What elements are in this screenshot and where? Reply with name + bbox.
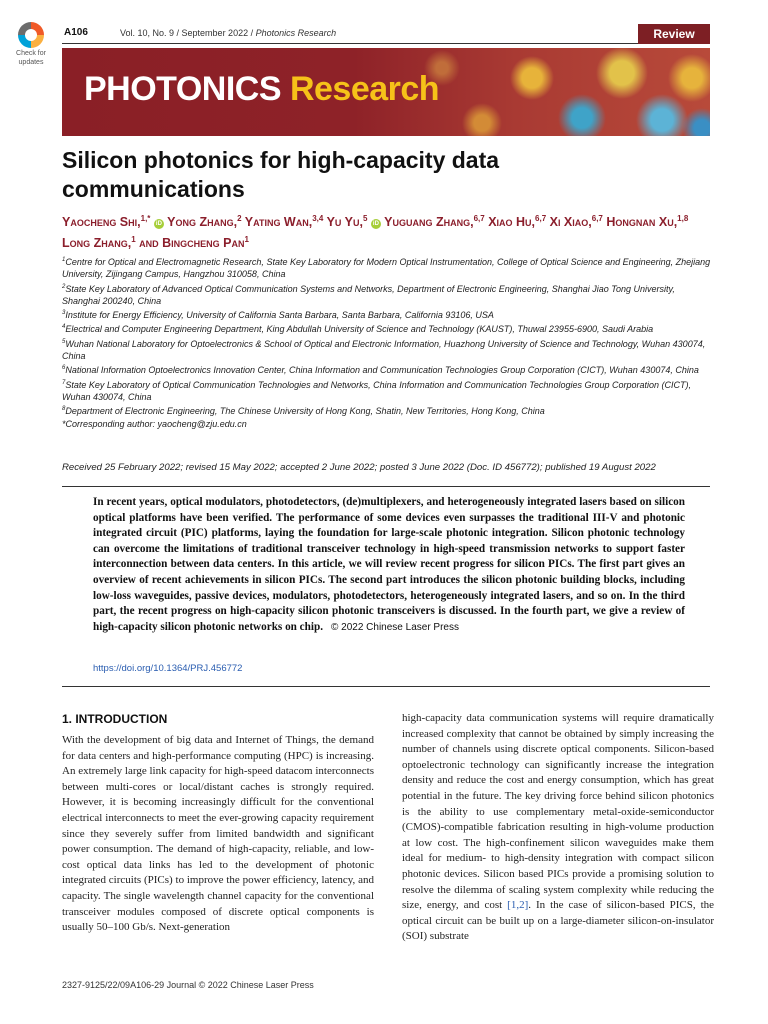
affiliation-text: Electrical and Computer Engineering Department, King Abdullah University of Science and Technology (KAUST), Thuwal 23955-6900, Saudi Arabia <box>65 324 654 335</box>
orcid-icon[interactable]: iD <box>372 221 379 228</box>
author-list <box>62 210 712 252</box>
affiliation <box>62 418 714 430</box>
affiliation-list <box>62 254 714 430</box>
affiliation-marker: 7 <box>62 379 66 386</box>
affiliation-marker: 1 <box>62 257 66 263</box>
doi-link[interactable]: https://doi.org/10.1364/PRJ.456772 <box>93 663 243 674</box>
badge-label-2: updates <box>18 59 44 66</box>
author-name[interactable]: Yuguang Zhang, <box>384 215 474 230</box>
body-column-right <box>402 711 714 945</box>
author-name[interactable]: Xiao Hu, <box>488 215 536 230</box>
affiliation-marker: 3 <box>62 310 66 317</box>
banner-title <box>84 70 439 109</box>
crossmark-icon <box>18 22 44 48</box>
affiliation <box>62 362 714 376</box>
affiliation <box>62 377 714 404</box>
received-dates: Received 25 February 2022; revised 15 May 2022; accepted 2 June 2022; posted 3 June 2022 (Doc. ID 456772); published 19 August 2022 <box>62 462 656 473</box>
affiliation <box>62 281 714 308</box>
affiliation-marker: 4 <box>62 324 66 331</box>
author-affiliation-marker: 3,4 <box>312 214 324 223</box>
author-affiliation-marker: 5 <box>362 214 368 223</box>
author-name[interactable]: Hongnan Xu, <box>606 215 678 230</box>
banner-title-accent: Research <box>289 70 440 108</box>
orcid-icon[interactable]: iD <box>155 221 162 228</box>
author-name[interactable]: and Bingcheng Pan <box>139 236 245 251</box>
author-affiliation-marker: 6,7 <box>535 214 547 223</box>
page-footer: 2327-9125/22/09A106-29 Journal © 2022 Chinese Laser Press <box>62 980 314 990</box>
journal-name: Photonics Research <box>255 28 337 38</box>
affiliation-text: National Information Optoelectronics Innovation Center, China Information and Communication Technologies Group Corporation (CICT), Wuhan 430074, China <box>65 365 699 376</box>
author-affiliation-marker: 1,8 <box>677 214 689 223</box>
affiliation-text: Institute for Energy Efficiency, University of California Santa Barbara, Santa Barbara, California 93106, USA <box>65 310 494 321</box>
check-for-updates-badge[interactable] <box>12 22 50 68</box>
banner-title-main: PHOTONICS <box>84 70 290 108</box>
author-name[interactable]: Xi Xiao, <box>549 215 592 230</box>
section-tag: Review <box>638 24 710 44</box>
copyright: © 2022 Chinese Laser Press <box>331 621 459 633</box>
affiliation-marker: 6 <box>62 365 66 372</box>
affiliation-marker: 8 <box>62 406 66 413</box>
affiliation-marker: 5 <box>62 338 66 345</box>
badge-label-1: Check for <box>16 50 46 57</box>
author-affiliation-marker: 1 <box>131 235 136 245</box>
affiliation-text: Department of Electronic Engineering, The Chinese University of Hong Kong, Shatin, New Territories, Hong Kong, China <box>65 406 545 417</box>
affiliation-text: Wuhan National Laboratory for Optoelectronics & School of Optical and Electronic Information, Huazhong University of Science and Technology, Wuhan 430074, China <box>62 338 706 362</box>
author-affiliation-marker: 1,* <box>140 214 151 223</box>
author-name[interactable]: Yu Yu, <box>326 215 363 230</box>
author-affiliation-marker: 1 <box>244 235 249 245</box>
affiliation-text: *Corresponding author: yaocheng@zju.edu.cn <box>62 418 247 429</box>
body-text-right-1: high-capacity data communication systems will require dramatically increased complexity that cannot be obtained by simply increasing the number of channels using discrete optical components. Silicon-based optoelectronic technology can significantly increase the integration density and reduce the cost and energy consumption, which has great potential in the future. The key driving force behind silicon photonics is the ability to use complementary metal-oxide-semiconductor (CMOS)-compatible fabrication resulting in high-volume production at low cost. The high-confinement silicon waveguides make them ideal for medium- to high-density integration with compact silicon photonic devices. Silicon based PICs provide a promising solution to resolve the dilemma of scaling system complexity while reducing the size, energy, and cost <box>402 712 714 912</box>
affiliation <box>62 336 714 363</box>
affiliation <box>62 307 714 321</box>
abstract <box>93 495 685 635</box>
abstract-top-rule <box>62 486 710 487</box>
author-affiliation-marker: 6,7 <box>591 214 603 223</box>
affiliation-text: State Key Laboratory of Optical Communication Technologies and Networks, China Information and Communication Technologies Group Corporation (CICT), Wuhan 430074, China <box>62 379 691 402</box>
running-header <box>62 24 710 44</box>
citation-link[interactable]: [1,2] <box>507 899 529 912</box>
affiliation <box>62 321 714 335</box>
abstract-bottom-rule <box>62 686 710 687</box>
abstract-text: In recent years, optical modulators, photodetectors, (de)multiplexers, and heterogeneously integrated lasers based on silicon optical platforms have been verified. The performance of some devices even surpasses the traditional III-V and photonic integrated circuit (PIC) platforms, laying the foundation for large-scale photonic integration. Silicon photonic technology can overcome the limitations of traditional transceiver technology in high-speed transmission networks to support faster interconnection between data centers. In this article, we will review recent progress for silicon PICs. The first part gives an overview of recent achievements in silicon PICs. The second part introduces the silicon photonic building blocks, including low-loss waveguides, passive devices, modulators, photodetectors, heterogeneously integrated lasers, and so on. In the third part, the recent progress on high-capacity silicon photonic transceivers is discussed. In the fourth part, we give a review of high-capacity silicon photonic networks on chip. <box>93 496 685 633</box>
author-affiliation-marker: 2 <box>237 214 242 223</box>
body-text-right-2: . In the case of silicon-based PICS, the optical circuit can be built up on a large-diameter silicon-on-insulator (SOI) substrate <box>402 899 715 943</box>
journal-volume: Vol. 10, No. 9 / September 2022 / <box>120 28 256 38</box>
author-name[interactable]: Long Zhang, <box>62 236 132 251</box>
author-affiliation-marker: 6,7 <box>473 214 485 223</box>
author-name[interactable]: Yating Wan, <box>244 215 313 230</box>
affiliation <box>62 254 714 281</box>
page-number: A106 <box>64 27 88 38</box>
affiliation <box>62 403 714 417</box>
body-column-left: With the development of big data and Internet of Things, the demand for data centers and high-performance computing (HPC) is increasing. An extremely large link capacity for high-speed datacom interconnects between multi-cores or local/distant caches is strongly required. However, it is becoming increasingly difficult for the conventional electrical interconnects to meet the ever-growing capacity requirement since they severely suffer from limited bandwidth and significant power consumption. The demand of high-capacity, reliable, and low-cost optical data links has led to the development of photonic integrated circuits (PICs) to improve the power efficiency, latency, and capacity. The single wavelength channel capacity for the conventional transceiver modules composed of discrete optical components is usually 50–100 Gb/s. Next-generation <box>62 734 374 934</box>
article-title: Silicon photonics for high-capacity data communications <box>62 147 500 202</box>
section-heading: 1. INTRODUCTION <box>62 712 168 726</box>
affiliation-text: Centre for Optical and Electromagnetic Research, State Key Laboratory for Modern Optical Instrumentation, College of Optical Science and Engineering, Zhejiang University, Zijingang Campus, Hangzhou 310058, China <box>62 257 711 280</box>
journal-info <box>120 28 336 38</box>
author-name[interactable]: Yaocheng Shi, <box>62 215 141 230</box>
author-name[interactable]: Yong Zhang, <box>167 215 238 230</box>
journal-banner <box>62 48 710 136</box>
affiliation-text: State Key Laboratory of Advanced Optical Communication Systems and Networks, Department of Electronic Engineering, Shanghai Jiao Tong University, Shanghai 200240, China <box>62 283 675 306</box>
affiliation-marker: 2 <box>62 283 66 290</box>
